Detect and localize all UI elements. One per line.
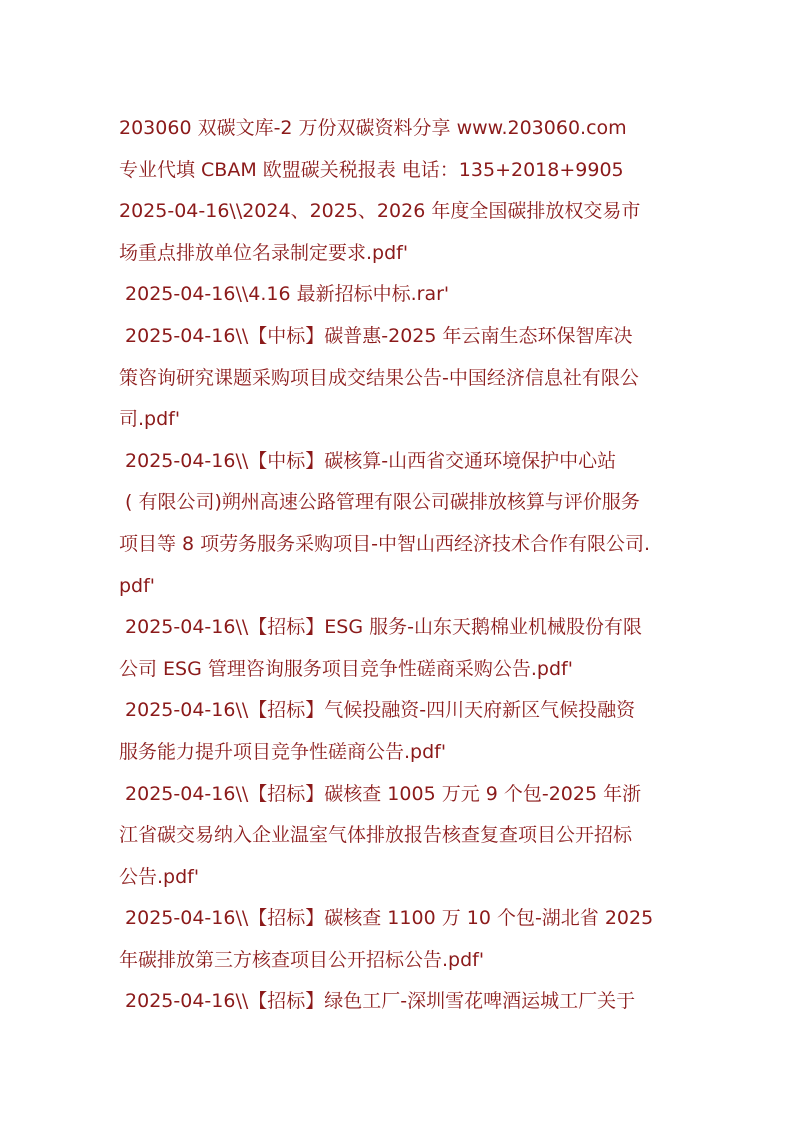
entry-text-line: 公司 ESG 管理咨询服务项目竞争性磋商采购公告.pdf' [119, 657, 573, 680]
entry-text-line: 2025-04-16\\【招标】碳核查 1005 万元 9 个包-2025 年浙 [119, 782, 642, 805]
header-line-site: 203060 双碳文库-2 万份双碳资料分享 www.203060.com [119, 117, 627, 139]
entry-text-line: 公告.pdf' [119, 865, 200, 888]
entry-text-line: 2025-04-16\\【中标】碳核算-山西省交通环境保护中心站 [119, 449, 617, 472]
entry-text-line: 2025-04-16\\【招标】碳核查 1100 万 10 个包-湖北省 2025 [119, 907, 654, 930]
entry-text-line: 2025-04-16\\【招标】ESG 服务-山东天鹅棉业机械股份有限 [119, 616, 642, 639]
header-line-contact: 专业代填 CBAM 欧盟碳关税报表 电话：135+2018+9905 [119, 158, 624, 181]
entry-text-line: 2025-04-16\\【中标】碳普惠-2025 年云南生态环保智库决 [119, 324, 633, 347]
entry-text-line: 场重点排放单位名录制定要求.pdf' [119, 241, 409, 264]
file-entry [119, 981, 679, 1023]
file-entry [119, 441, 679, 607]
file-entry [119, 607, 679, 690]
entry-text-line: pdf' [119, 574, 156, 597]
entry-text-line: 2025-04-16\\4.16 最新招标中标.rar' [119, 283, 450, 306]
file-entry [119, 274, 679, 316]
entry-text-line: 策咨询研究课题采购项目成交结果公告-中国经济信息社有限公 [119, 366, 639, 389]
entry-text-line: 2025-04-16\\【招标】绿色工厂-深圳雪花啤酒运城工厂关于 [119, 990, 636, 1013]
file-entry [119, 690, 679, 773]
entry-text-line: ( 有限公司)朔州高速公路管理有限公司碳排放核算与评价服务 [119, 491, 640, 514]
entry-text-line: 服务能力提升项目竞争性磋商公告.pdf' [119, 740, 447, 763]
entry-text-line: 项目等 8 项劳务服务采购项目-中智山西经济技术合作有限公司. [119, 532, 651, 555]
entry-text-line: 年碳排放第三方核查项目公开招标公告.pdf' [119, 948, 485, 971]
entry-text-line: 2025-04-16\\【招标】气候投融资-四川天府新区气候投融资 [119, 699, 636, 722]
file-entry [119, 898, 679, 981]
document-page [119, 108, 679, 1023]
file-entry [119, 774, 679, 899]
file-entry [119, 316, 679, 441]
file-entry [119, 191, 679, 274]
entry-text-line: 2025-04-16\\2024、2025、2026 年度全国碳排放权交易市 [119, 200, 641, 223]
entry-text-line: 司.pdf' [119, 408, 181, 431]
entry-text-line: 江省碳交易纳入企业温室气体排放报告核查复查项目公开招标 [119, 824, 633, 847]
